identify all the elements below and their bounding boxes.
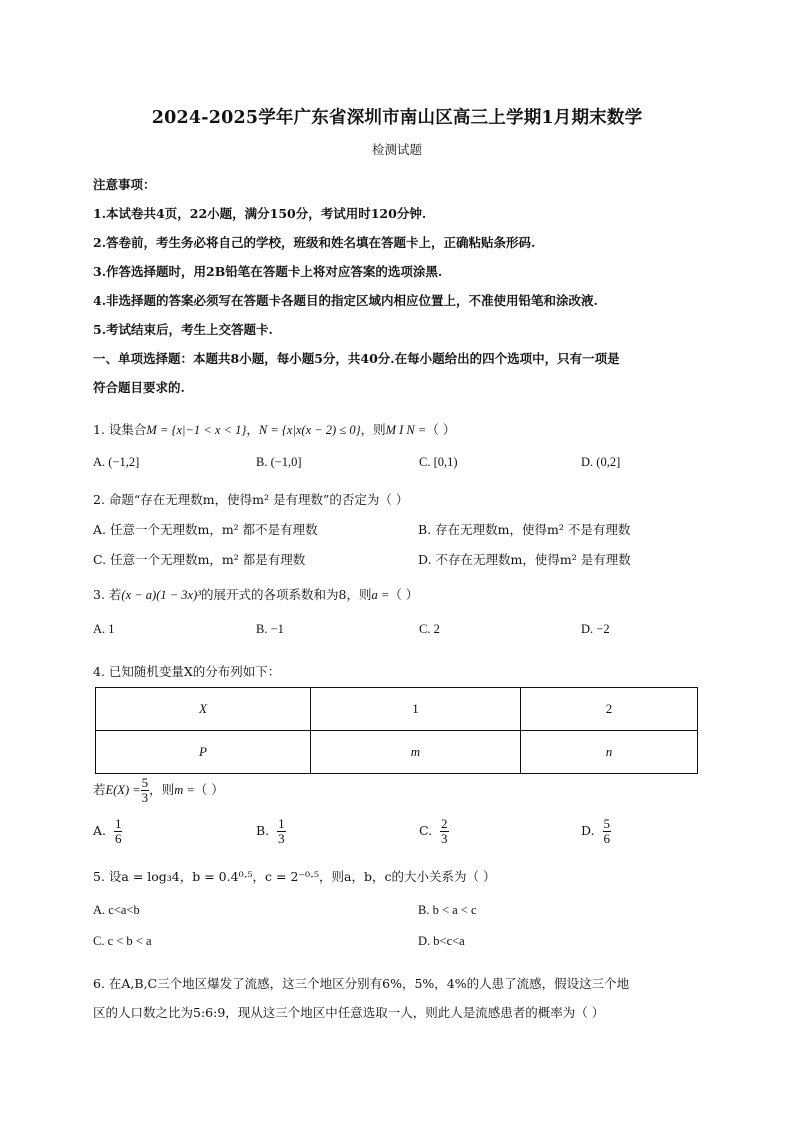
section-heading-line-1: 一、单项选择题：本题共8小题，每小题5分，共40分.在每小题给出的四个选项中，只有一项是 xyxy=(93,351,620,366)
option-fraction xyxy=(440,817,449,846)
q3-suffix: 的展开式的各项系数和为8，则 xyxy=(201,587,372,602)
option-label: A. xyxy=(93,823,107,838)
q1-then: ，则 xyxy=(360,422,386,437)
note-item-3: 3.作答选择题时，用2B铅笔在答题卡上将对应答案的选项涂黑. xyxy=(93,264,443,279)
fraction-denominator: 3 xyxy=(141,790,149,805)
q4-cond-prefix: 若 xyxy=(93,782,106,797)
q1-option-c: C. [0,1) xyxy=(419,455,458,469)
fraction-denominator: 3 xyxy=(441,831,448,846)
fraction-numerator: 5 xyxy=(603,816,611,831)
q4-option-b xyxy=(256,817,286,846)
q5-option-d: D. b<c<a xyxy=(418,934,465,948)
fraction-denominator: 3 xyxy=(278,831,285,846)
notes-heading: 注意事项： xyxy=(93,177,156,192)
option-label: D. xyxy=(581,823,595,838)
q4-cond-expr: E(X) = xyxy=(105,783,141,797)
q1-option-a: A. (−1,2] xyxy=(93,455,140,469)
fraction-denominator: 6 xyxy=(603,831,611,846)
q1-sep: ， xyxy=(246,422,259,437)
q3-prefix: 3. 若 xyxy=(93,587,122,602)
option-label: B. xyxy=(256,823,270,838)
q4-var: m = xyxy=(174,783,195,797)
fraction-denominator: 6 xyxy=(114,831,122,846)
q2-option-b: B. 存在无理数m，使得m² 不是有理数 xyxy=(418,522,631,537)
q2-option-c: C. 任意一个无理数m，m² 都是有理数 xyxy=(93,552,306,567)
q1-prefix: 1. 设集合 xyxy=(93,422,147,437)
q2-option-d: D. 不存在无理数m，使得m² 是有理数 xyxy=(418,552,631,567)
q1-set-m: M = {x|−1 < x < 1} xyxy=(146,423,247,437)
note-item-5: 5.考试结束后，考生上交答题卡. xyxy=(93,322,273,337)
q3-option-d: D. −2 xyxy=(581,622,610,636)
q3-blank: （ ） xyxy=(389,587,419,602)
question-5-stem: 5. 设a = log₃4，b = 0.4⁰·⁵，c = 2⁻⁰·⁵，则a，b，c的大小关系为（ ） xyxy=(93,869,496,884)
table-cell: X xyxy=(96,688,311,731)
q3-var: a = xyxy=(371,588,390,602)
table-cell: 1 xyxy=(311,688,521,731)
table-row xyxy=(96,731,698,774)
fraction-numerator: 1 xyxy=(114,816,122,831)
option-label: C. xyxy=(419,823,433,838)
q1-expr: M I N = xyxy=(385,423,427,437)
fraction-numerator: 5 xyxy=(141,775,149,790)
note-item-1: 1.本试卷共4页，22小题，满分150分，考试用时120分钟. xyxy=(93,206,427,221)
q4-cond-suffix: ，则 xyxy=(149,782,175,797)
table-cell: n xyxy=(521,731,698,774)
q1-set-n: N = {x|x(x − 2) ≤ 0} xyxy=(258,423,361,437)
q5-option-c: C. c < b < a xyxy=(93,934,152,948)
question-1-stem xyxy=(93,420,455,438)
table-cell: 2 xyxy=(521,688,698,731)
q5-option-a: A. c<a<b xyxy=(93,903,140,917)
q4-option-c xyxy=(419,817,449,846)
question-4-condition xyxy=(93,776,224,805)
q3-option-a: A. 1 xyxy=(93,622,115,636)
table-cell: m xyxy=(311,731,521,774)
table-cell: P xyxy=(96,731,311,774)
q3-option-c: C. 2 xyxy=(419,622,440,636)
q1-option-d: D. (0,2] xyxy=(581,455,621,469)
option-fraction xyxy=(603,817,612,846)
q4-option-a xyxy=(93,817,122,846)
option-fraction xyxy=(277,817,286,846)
question-2-stem: 2. 命题“存在无理数m，使得m² 是有理数”的否定为（ ） xyxy=(93,492,409,507)
q3-expr: (x − a)(1 − 3x)³ xyxy=(121,588,202,602)
q3-option-b: B. −1 xyxy=(256,622,284,636)
option-fraction xyxy=(114,817,123,846)
q1-blank: （ ） xyxy=(426,422,456,437)
question-4-stem: 4. 已知随机变量X的分布列如下： xyxy=(93,664,281,679)
q4-blank: （ ） xyxy=(194,782,224,797)
distribution-table xyxy=(95,687,698,774)
q1-option-b: B. (−1,0] xyxy=(256,455,302,469)
section-heading-line-2: 符合题目要求的. xyxy=(93,380,185,395)
fraction-numerator: 1 xyxy=(278,816,285,831)
exam-title: 2024-2025学年广东省深圳市南山区高三上学期1月期末数学 xyxy=(151,108,643,128)
question-6-line-2: 区的人口数之比为5:6:9，现从这三个地区中任意选取一人，则此人是流感患者的概率为（ ） xyxy=(93,1005,605,1020)
fraction-numerator: 2 xyxy=(441,816,448,831)
q2-option-a: A. 任意一个无理数m，m² 都不是有理数 xyxy=(93,522,318,537)
note-item-4: 4.非选择题的答案必须写在答题卡各题目的指定区域内相应位置上，不准使用铅笔和涂改液. xyxy=(93,293,598,308)
q5-option-b: B. b < a < c xyxy=(418,903,477,917)
question-3-stem xyxy=(93,585,418,603)
exam-subtitle: 检测试题 xyxy=(371,142,422,157)
question-6-line-1: 6. 在A,B,C三个地区爆发了流感，这三个地区分别有6%，5%，4%的人患了流感，假设这三个地 xyxy=(93,976,630,991)
q4-option-d xyxy=(581,817,611,846)
q4-cond-fraction xyxy=(141,776,150,805)
note-item-2: 2.答卷前，考生务必将自己的学校，班级和姓名填在答题卡上，正确粘贴条形码. xyxy=(93,235,536,250)
table-row xyxy=(96,688,698,731)
